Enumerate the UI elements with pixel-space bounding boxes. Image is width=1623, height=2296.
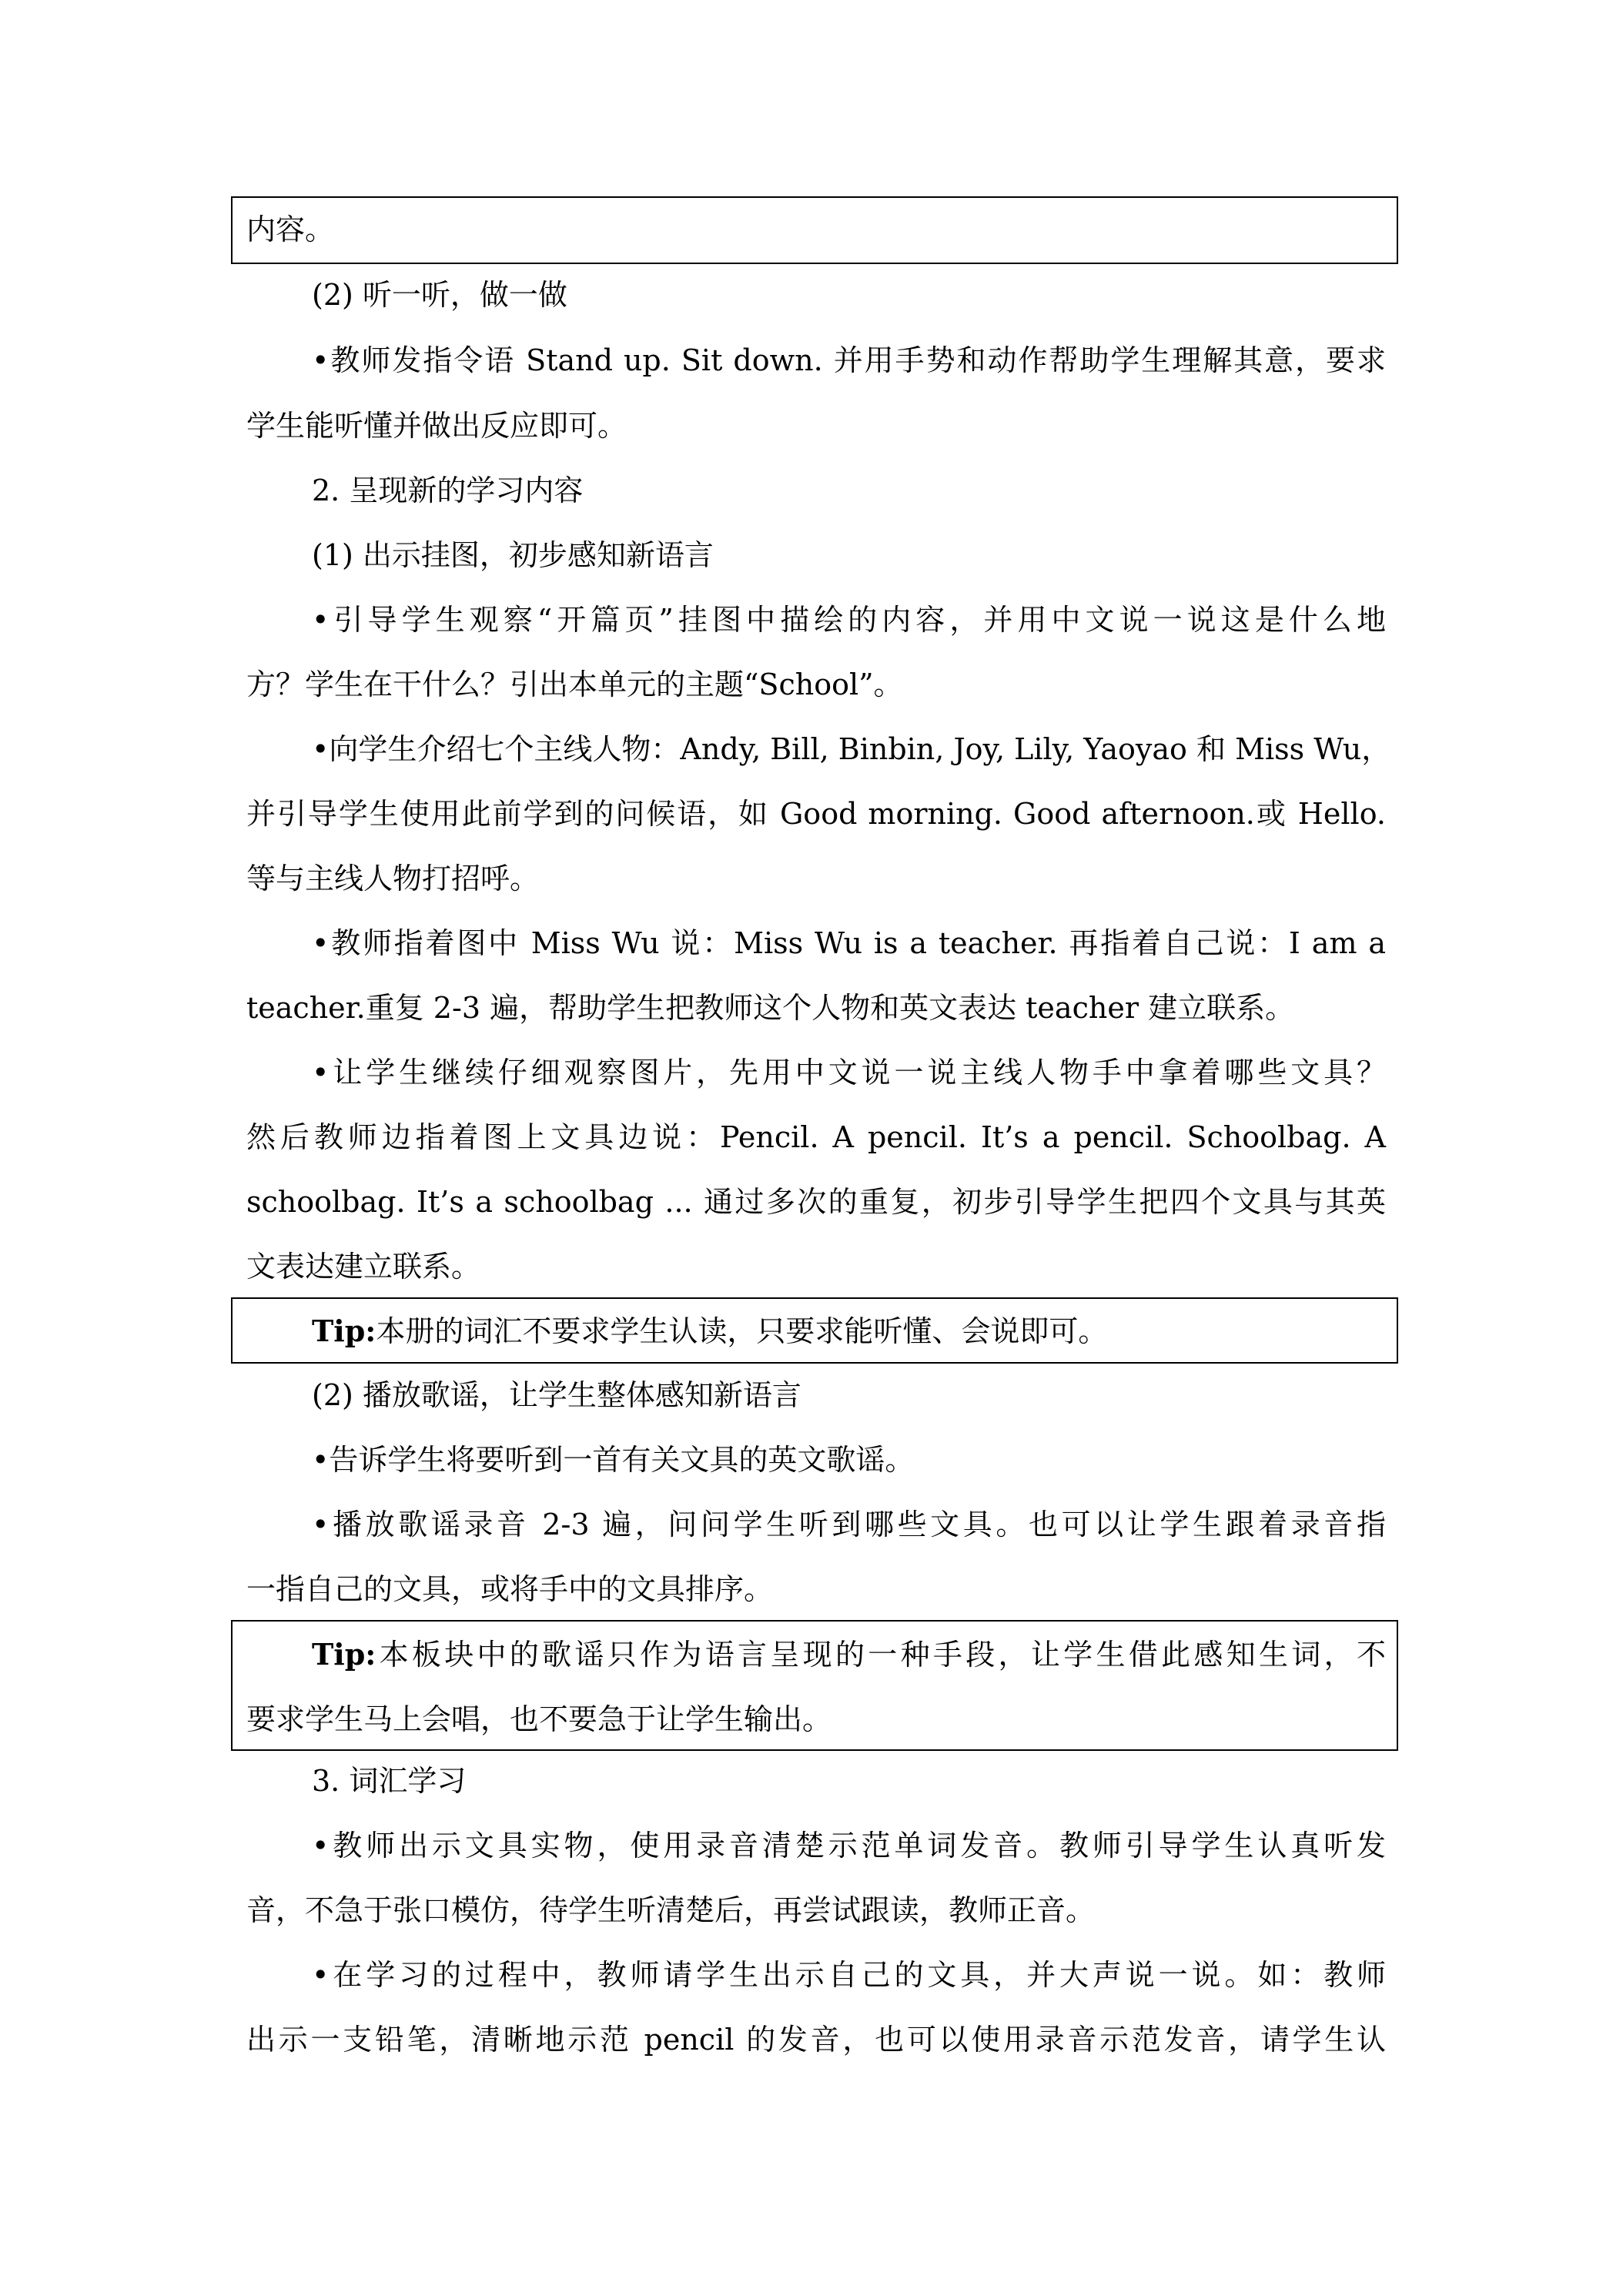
text-line: •教师出示文具实物，使用录音清楚示范单词发音。教师引导学生认真听发	[312, 1829, 1386, 1863]
text-line: •向学生介绍七个主线人物：Andy, Bill, Binbin, Joy, Lily, Yaoyao 和 Miss Wu，	[312, 732, 1391, 766]
tip-text: 本板块中的歌谣只作为语言呈现的一种手段，让学生借此感知生词，不	[376, 1638, 1386, 1672]
tip-line	[312, 1635, 1386, 1674]
text-line: 音，不急于张口模仿，待学生听清楚后，再尝试跟读，教师正音。	[246, 1893, 1096, 1927]
tip-text: 本册的词汇不要求学生认读，只要求能听懂、会说即可。	[376, 1314, 1108, 1348]
text-line: 一指自己的文具，或将手中的文具排序。	[246, 1572, 774, 1606]
text-line: 内容。	[246, 213, 335, 246]
tip-box-2	[231, 1620, 1398, 1751]
subheading-play-chant: (2) 播放歌谣，让学生整体感知新语言	[312, 1378, 801, 1412]
tip-line: 要求学生马上会唱，也不要急于让学生输出。	[246, 1702, 832, 1736]
subheading-listen-do: (2) 听一听，做一做	[312, 278, 567, 312]
text-line: 文表达建立联系。	[246, 1250, 481, 1284]
text-line: 并引导学生使用此前学到的问候语，如 Good morning. Good afternoon.或 Hello.	[246, 797, 1386, 831]
section-heading-present: 2. 呈现新的学习内容	[312, 474, 584, 507]
text-line: 出示一支铅笔，清晰地示范 pencil 的发音，也可以使用录音示范发音，请学生认	[246, 2023, 1386, 2057]
text-line: teacher.重复 2-3 遍，帮助学生把教师这个人物和英文表达 teacher 建立联系。	[246, 991, 1295, 1025]
content-box-top	[231, 196, 1398, 264]
tip-label: Tip:	[312, 1314, 376, 1348]
text-line: •播放歌谣录音 2-3 遍，问问学生听到哪些文具。也可以让学生跟着录音指	[312, 1508, 1386, 1541]
subheading-show-picture: (1) 出示挂图，初步感知新语言	[312, 538, 714, 572]
text-line: •让学生继续仔细观察图片，先用中文说一说主线人物手中拿着哪些文具？	[312, 1056, 1386, 1089]
text-line: 然后教师边指着图上文具边说：Pencil. A pencil. It’s a pencil. Schoolbag. A	[246, 1120, 1386, 1154]
text-line: 方？学生在干什么？引出本单元的主题“School”。	[246, 668, 903, 701]
text-line: schoolbag. It’s a schoolbag ... 通过多次的重复，初步引导学生把四个文具与其英	[246, 1185, 1386, 1219]
section-heading-vocabulary: 3. 词汇学习	[312, 1764, 467, 1798]
tip-line	[312, 1312, 1386, 1350]
text-line: •告诉学生将要听到一首有关文具的英文歌谣。	[312, 1443, 915, 1477]
text-line: •引导学生观察“开篇页”挂图中描绘的内容，并用中文说一说这是什么地	[312, 603, 1386, 637]
text-line: •教师指着图中 Miss Wu 说：Miss Wu is a teacher. 再指着自己说：I am a	[312, 926, 1386, 960]
tip-box-1	[231, 1297, 1398, 1364]
text-line: •教师发指令语 Stand up. Sit down. 并用手势和动作帮助学生理解其意，要求	[312, 343, 1386, 377]
text-line: 学生能听懂并做出反应即可。	[246, 409, 627, 443]
text-line: 等与主线人物打招呼。	[246, 862, 540, 895]
tip-label: Tip:	[312, 1637, 376, 1672]
text-line: •在学习的过程中，教师请学生出示自己的文具，并大声说一说。如：教师	[312, 1958, 1386, 1992]
